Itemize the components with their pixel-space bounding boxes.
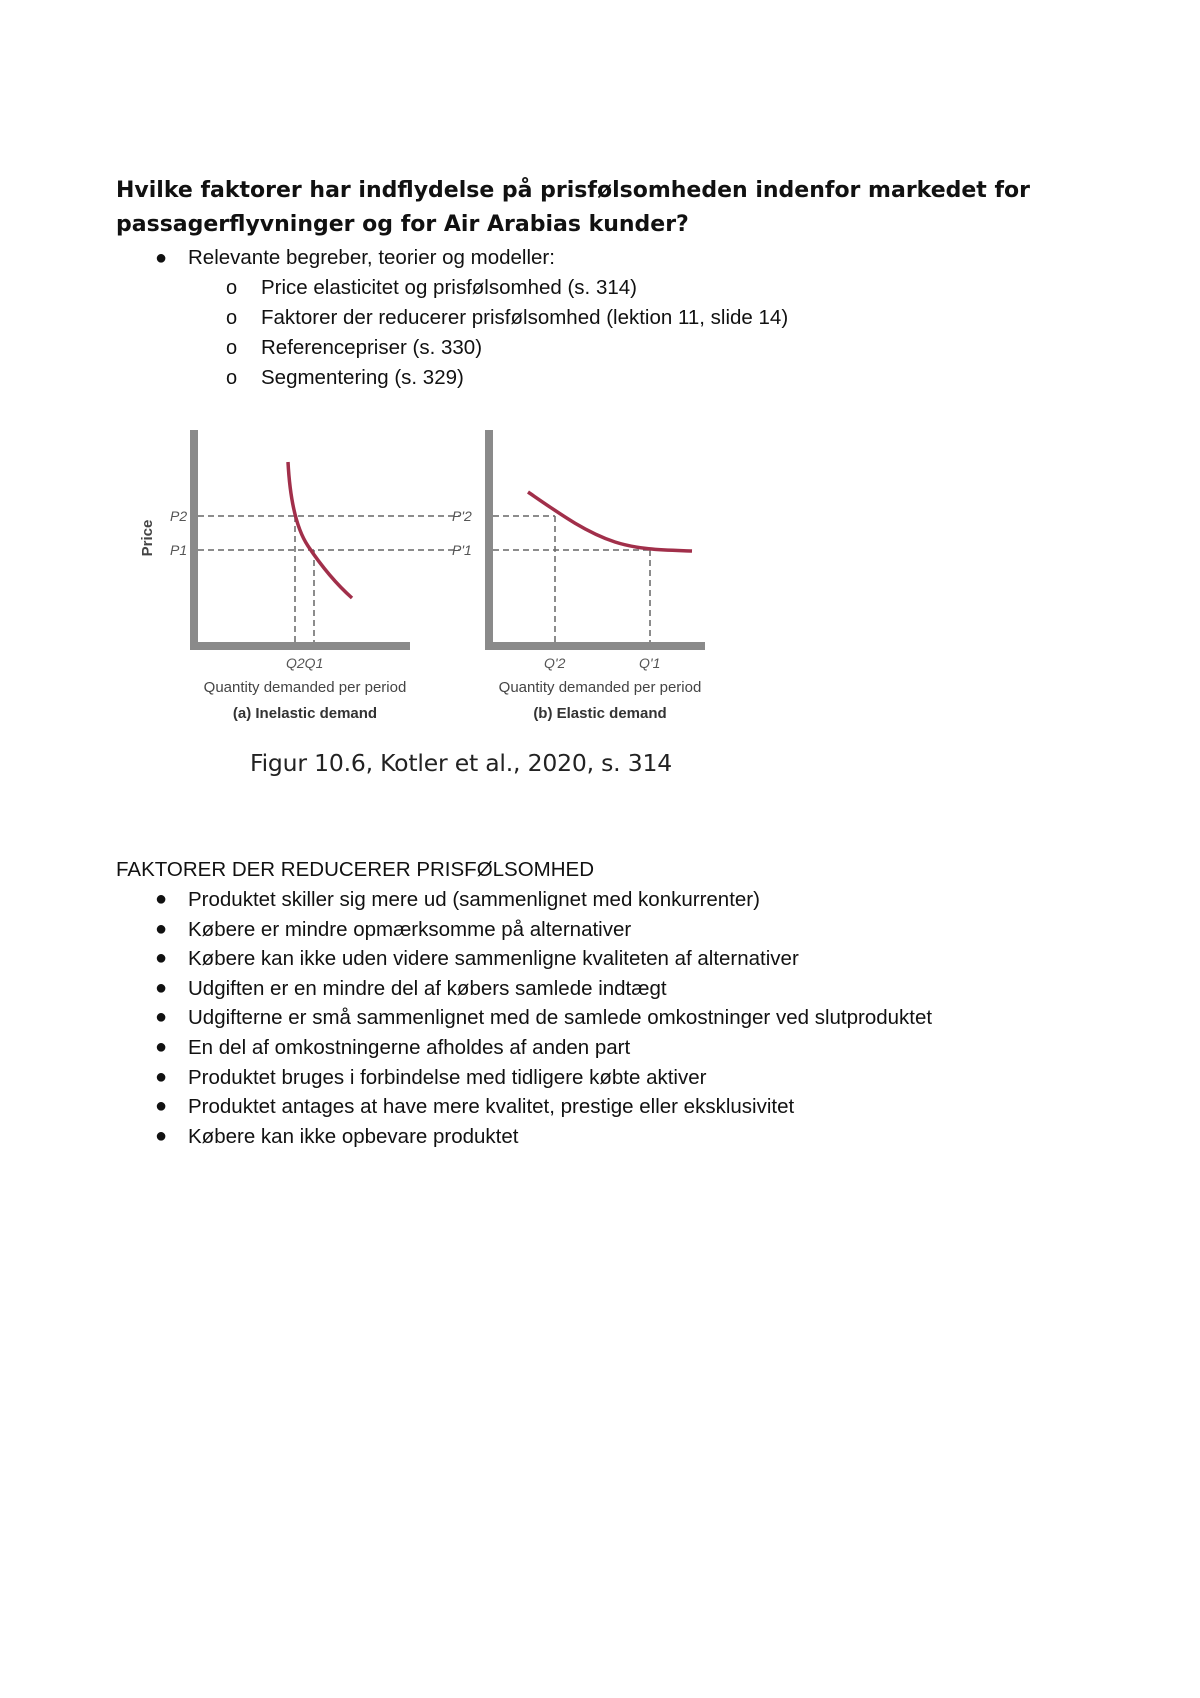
left-x-axis bbox=[190, 642, 410, 650]
bullet-icon: ● bbox=[155, 1006, 168, 1029]
p2-label: P2 bbox=[170, 508, 188, 524]
q1-prime-label: Q'1 bbox=[639, 655, 661, 671]
circle-bullet-icon: o bbox=[226, 367, 238, 389]
list-item bbox=[226, 303, 789, 333]
concept-item: Referencepriser (s. 330) bbox=[261, 336, 483, 359]
list-item bbox=[155, 1063, 932, 1093]
figure-caption: Figur 10.6, Kotler et al., 2020, s. 314 bbox=[250, 749, 672, 777]
factor-item: Udgifterne er små sammenlignet med de samlede omkostninger ved slutproduktet bbox=[188, 1006, 933, 1030]
right-y-axis bbox=[485, 430, 493, 650]
factor-item: Produktet antages at have mere kvalitet, prestige eller eksklusivitet bbox=[188, 1095, 795, 1119]
list-item bbox=[226, 333, 788, 363]
bullet-icon: ● bbox=[155, 1065, 168, 1088]
y-axis-label: Price bbox=[139, 519, 156, 557]
right-panel-title: (b) Elastic demand bbox=[533, 705, 667, 722]
bullet-icon: ● bbox=[155, 1035, 168, 1058]
circle-bullet-icon: o bbox=[226, 337, 238, 359]
list-item bbox=[155, 1122, 932, 1152]
factors-section-title: FAKTORER DER REDUCERER PRISFØLSOMHED bbox=[116, 858, 595, 881]
bullet-icon: ● bbox=[155, 888, 168, 910]
left-x-label: Quantity demanded per period bbox=[203, 679, 407, 696]
circle-bullet-icon: o bbox=[226, 277, 238, 299]
right-x-label: Quantity demanded per period bbox=[498, 679, 702, 696]
q2-prime-label: Q'2 bbox=[544, 655, 566, 671]
list-item bbox=[155, 915, 932, 945]
left-panel-title: (a) Inelastic demand bbox=[232, 705, 378, 722]
right-x-axis bbox=[485, 642, 705, 650]
bullet-icon: ● bbox=[155, 1124, 168, 1147]
factor-item: Købere kan ikke uden videre sammenligne kvaliteten af alternativer bbox=[188, 947, 799, 971]
factors-list bbox=[155, 885, 933, 1151]
bullet-icon: ● bbox=[155, 1095, 168, 1118]
list-item bbox=[226, 273, 788, 303]
circle-bullet-icon: o bbox=[226, 307, 238, 329]
factor-item: Købere er mindre opmærksomme på alternativer bbox=[188, 917, 632, 941]
demand-elasticity-figure bbox=[130, 420, 730, 730]
factor-item: En del af omkostningerne afholdes af anden part bbox=[188, 1035, 631, 1059]
left-y-axis bbox=[190, 430, 198, 650]
concept-item: Price elasticitet og prisfølsomhed (s. 314) bbox=[261, 276, 637, 299]
list-item bbox=[155, 974, 932, 1004]
list-item bbox=[155, 1033, 932, 1063]
concept-item: Faktorer der reducerer prisfølsomhed (lektion 11, slide 14) bbox=[261, 306, 789, 329]
list-item bbox=[226, 363, 788, 393]
question-heading: Hvilke faktorer har indflydelse på prisfølsomheden indenfor markedet for passagerflyvninger og for Air Arabias kunder? bbox=[116, 178, 1031, 237]
bullet-icon: ● bbox=[155, 917, 168, 940]
factor-item: Produktet skiller sig mere ud (sammenlignet med konkurrenter) bbox=[188, 888, 760, 911]
bullet-icon: ● bbox=[155, 976, 168, 999]
bullet-icon: ● bbox=[155, 247, 168, 269]
p2-prime-label: P'2 bbox=[452, 508, 472, 524]
inelastic-demand-curve bbox=[288, 462, 352, 598]
factor-item: Produktet bruges i forbindelse med tidligere købte aktiver bbox=[188, 1065, 707, 1089]
bullet-icon: ● bbox=[155, 947, 168, 970]
concept-item: Segmentering (s. 329) bbox=[261, 366, 464, 389]
concepts-list bbox=[155, 243, 555, 273]
list-item bbox=[155, 243, 555, 273]
elastic-demand-curve bbox=[528, 492, 692, 551]
concepts-label: Relevante begreber, teorier og modeller: bbox=[188, 246, 555, 269]
p1-prime-label: P'1 bbox=[452, 542, 472, 558]
p1-label: P1 bbox=[170, 542, 188, 558]
factor-item: Købere kan ikke opbevare produktet bbox=[188, 1124, 519, 1148]
q-labels: Q2Q1 bbox=[286, 655, 324, 671]
list-item bbox=[155, 1092, 932, 1122]
factor-item: Udgiften er en mindre del af købers samlede indtægt bbox=[188, 976, 667, 1000]
list-item bbox=[155, 944, 932, 974]
list-item bbox=[155, 1003, 933, 1033]
concept-items-list bbox=[226, 273, 789, 393]
list-item bbox=[155, 885, 932, 915]
